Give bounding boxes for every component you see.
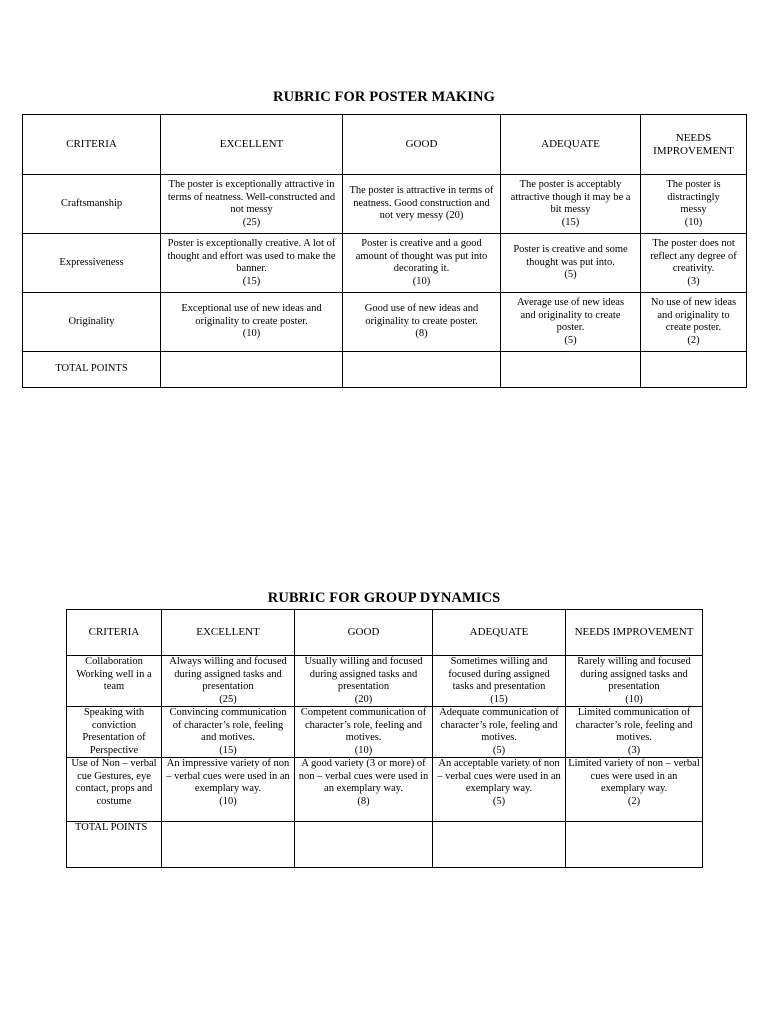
cell-text: Limited communication of character’s role, feeling and motives. xyxy=(575,707,693,743)
cell-text: The poster is distractingly messy xyxy=(666,179,721,215)
excellent-cell xyxy=(162,707,295,758)
cell-points: (10) xyxy=(412,275,431,287)
group-rubric-title: RUBRIC FOR GROUP DYNAMICS xyxy=(267,590,501,606)
adequate-cell xyxy=(501,234,641,293)
group-rubric-table xyxy=(66,609,703,868)
criteria-cell: Expressiveness xyxy=(23,234,161,293)
cell-text: Poster is creative and some thought was put into. xyxy=(513,244,628,268)
cell-points: (2) xyxy=(627,795,641,807)
excellent-cell xyxy=(162,758,295,822)
header-adequate: ADEQUATE xyxy=(501,115,641,175)
needs-improvement-cell xyxy=(566,656,703,707)
excellent-cell xyxy=(162,656,295,707)
cell-points: (3) xyxy=(627,744,641,756)
good-cell xyxy=(295,707,433,758)
good-cell xyxy=(343,234,501,293)
total-cell xyxy=(162,822,295,868)
header-good: GOOD xyxy=(343,115,501,175)
excellent-cell xyxy=(161,175,343,234)
criteria-cell: Speaking with conviction Presentation of Perspective xyxy=(67,707,162,758)
adequate-cell xyxy=(501,175,641,234)
cell-text: The poster is attractive in terms of neatness. Good construction and not very messy (20) xyxy=(349,185,494,222)
cell-points: (10) xyxy=(354,744,373,756)
criteria-cell: Craftsmanship xyxy=(23,175,161,234)
cell-points: (20) xyxy=(354,693,373,705)
poster-rubric-table xyxy=(22,114,747,388)
cell-text: A good variety (3 or more) of non – verbal cues were used in an exemplary way. xyxy=(298,758,429,794)
cell-text: Convincing communication of character’s role, feeling and motives. xyxy=(169,707,287,743)
table-row xyxy=(23,234,747,293)
cell-points: (5) xyxy=(564,334,577,346)
total-cell xyxy=(161,352,343,388)
needs-improvement-cell xyxy=(641,175,747,234)
cell-text: An acceptable variety of non – verbal cues were used in an exemplary way. xyxy=(437,758,561,794)
header-good: GOOD xyxy=(295,610,433,656)
cell-points: (15) xyxy=(490,693,508,705)
adequate-cell xyxy=(433,707,566,758)
cell-points: (5) xyxy=(492,744,506,756)
header-excellent: EXCELLENT xyxy=(161,115,343,175)
header-criteria: CRITERIA xyxy=(67,610,162,656)
cell-points: (8) xyxy=(357,795,370,807)
cell-points: (8) xyxy=(415,328,428,340)
total-cell xyxy=(566,822,703,868)
table-row xyxy=(23,175,747,234)
criteria-cell: Originality xyxy=(23,293,161,352)
cell-points: (25) xyxy=(219,693,237,705)
cell-text: Competent communication of character’s role, feeling and motives. xyxy=(300,707,427,743)
excellent-cell xyxy=(161,293,343,352)
cell-text: Limited variety of non – verbal cues were used in an exemplary way. xyxy=(568,758,700,794)
adequate-cell xyxy=(433,656,566,707)
good-cell xyxy=(343,293,501,352)
poster-rubric-title: RUBRIC FOR POSTER MAKING xyxy=(273,89,495,105)
cell-points: (3) xyxy=(687,275,700,287)
criteria-cell: Collaboration Working well in a team xyxy=(67,656,162,707)
needs-improvement-cell xyxy=(641,293,747,352)
adequate-cell xyxy=(501,293,641,352)
cell-points: (2) xyxy=(687,334,700,346)
cell-text: Poster is creative and a good amount of thought was put into decorating it. xyxy=(355,238,488,274)
cell-points: (25) xyxy=(242,216,261,228)
total-cell xyxy=(433,822,566,868)
total-points-label: TOTAL POINTS xyxy=(67,822,162,868)
cell-points: (10) xyxy=(625,693,643,705)
table-row xyxy=(23,293,747,352)
header-criteria: CRITERIA xyxy=(23,115,161,175)
cell-text: Exceptional use of new ideas and originality to create poster. xyxy=(181,303,322,327)
table-row xyxy=(67,707,703,758)
cell-text: No use of new ideas and originality to create poster. xyxy=(650,297,737,333)
cell-text: Sometimes willing and focused during assigned tasks and presentation xyxy=(448,656,550,692)
cell-points: (10) xyxy=(684,216,703,228)
cell-text: Good use of new ideas and originality to create poster. xyxy=(364,303,479,327)
cell-text: An impressive variety of non – verbal cues were used in an exemplary way. xyxy=(166,758,290,794)
cell-text: The poster is exceptionally attractive in terms of neatness. Well-constructed and not messy xyxy=(167,179,336,215)
total-cell xyxy=(641,352,747,388)
cell-text: Rarely willing and focused during assigned tasks and presentation xyxy=(577,656,691,692)
cell-text: Average use of new ideas and originality to create poster. xyxy=(516,297,625,333)
header-needs-improvement: NEEDS IMPROVEMENT xyxy=(641,115,747,175)
total-points-label: TOTAL POINTS xyxy=(23,352,161,388)
needs-improvement-cell xyxy=(566,758,703,822)
total-cell xyxy=(295,822,433,868)
table-row xyxy=(67,656,703,707)
adequate-cell xyxy=(433,758,566,822)
cell-points: (15) xyxy=(561,216,580,228)
table-header-row xyxy=(67,610,703,656)
total-cell xyxy=(501,352,641,388)
cell-points: (15) xyxy=(242,275,261,287)
cell-text: Always willing and focused during assigned tasks and presentation xyxy=(169,656,287,692)
cell-text: The poster does not reflect any degree of creativity. xyxy=(650,238,737,274)
cell-points: (5) xyxy=(492,795,506,807)
needs-improvement-cell xyxy=(566,707,703,758)
needs-improvement-cell xyxy=(641,234,747,293)
header-adequate: ADEQUATE xyxy=(433,610,566,656)
cell-points: (10) xyxy=(219,795,237,807)
header-needs-improvement: NEEDS IMPROVEMENT xyxy=(566,610,703,656)
table-header-row xyxy=(23,115,747,175)
table-row xyxy=(67,758,703,822)
header-excellent: EXCELLENT xyxy=(162,610,295,656)
cell-text: The poster is acceptably attractive though it may be a bit messy xyxy=(510,179,631,215)
total-points-row xyxy=(67,822,703,868)
good-cell xyxy=(295,758,433,822)
good-cell xyxy=(343,175,501,234)
cell-text: Usually willing and focused during assigned tasks and presentation xyxy=(304,656,423,692)
cell-points: (10) xyxy=(242,328,261,340)
excellent-cell xyxy=(161,234,343,293)
cell-text: Adequate communication of character’s role, feeling and motives. xyxy=(439,707,559,743)
criteria-cell: Use of Non – verbal cue Gestures, eye contact, props and costume xyxy=(67,758,162,822)
total-points-row xyxy=(23,352,747,388)
total-cell xyxy=(343,352,501,388)
cell-text: Poster is exceptionally creative. A lot of thought and effort was used to make the banner. xyxy=(167,238,336,274)
good-cell xyxy=(295,656,433,707)
cell-points: (15) xyxy=(219,744,237,756)
cell-points: (5) xyxy=(564,269,577,281)
